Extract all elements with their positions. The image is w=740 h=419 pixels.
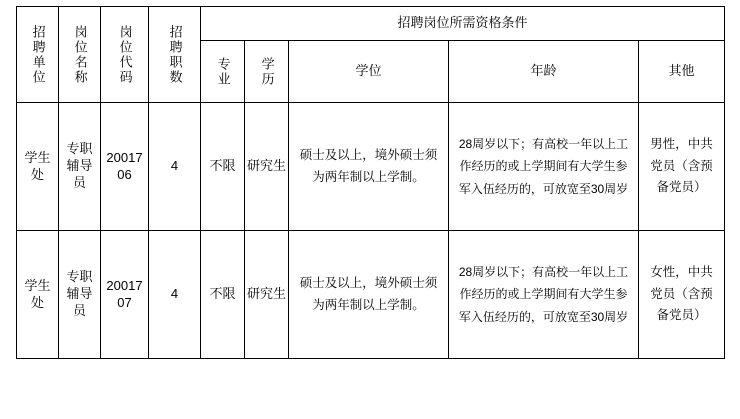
column-header-qualification-group-label: 招聘岗位所需资格条件	[397, 15, 528, 31]
column-header-post	[59, 7, 101, 103]
table-row	[17, 103, 725, 231]
column-header-edu-label: 学历	[259, 56, 275, 87]
cell-major-text: 不限	[209, 158, 236, 174]
column-header-edu	[245, 41, 289, 103]
column-header-post-label: 岗位名称	[72, 24, 88, 85]
cell-degree	[289, 103, 449, 231]
cell-code-text: 2001706	[106, 149, 143, 182]
column-header-unit-label: 招聘单位	[30, 24, 46, 85]
cell-major-text: 不限	[209, 286, 236, 302]
cell-other-text: 男性，中共党员（含预备党员）	[650, 136, 713, 195]
recruitment-table-sheet	[0, 6, 740, 419]
cell-post	[59, 231, 101, 359]
cell-degree	[289, 231, 449, 359]
cell-edu	[245, 231, 289, 359]
column-header-other	[639, 41, 725, 103]
recruitment-table	[16, 6, 725, 359]
cell-degree-text: 硕士及以上，境外硕士须为两年制以上学制。	[299, 275, 438, 312]
cell-code	[101, 231, 149, 359]
cell-post-text: 专职辅导员	[66, 269, 93, 318]
cell-unit	[17, 231, 59, 359]
table-row	[17, 231, 725, 359]
cell-age	[449, 231, 639, 359]
column-header-code-label: 岗位代码	[117, 24, 133, 85]
cell-unit-text: 学生处	[24, 149, 51, 182]
column-header-number	[149, 7, 201, 103]
cell-post	[59, 103, 101, 231]
column-header-age	[449, 41, 639, 103]
cell-code-text: 2001707	[106, 277, 143, 310]
column-header-unit	[17, 7, 59, 103]
cell-other	[639, 231, 725, 359]
cell-other-text: 女性，中共党员（含预备党员）	[650, 264, 713, 323]
cell-number	[149, 103, 201, 231]
column-header-code	[101, 7, 149, 103]
cell-number-text: 4	[170, 158, 179, 174]
cell-number-text: 4	[170, 286, 179, 302]
cell-unit-text: 学生处	[24, 277, 51, 310]
cell-age-text: 28周岁以下；有高校一年以上工作经历的或上学期间有大学生参军入伍经历的，可放宽至30周岁	[458, 137, 629, 196]
cell-post-text: 专职辅导员	[66, 141, 93, 190]
cell-edu-text: 研究生	[247, 286, 287, 302]
column-header-number-label: 招聘职数	[167, 24, 183, 85]
cell-major	[201, 231, 245, 359]
cell-number	[149, 231, 201, 359]
cell-edu-text: 研究生	[247, 158, 287, 174]
column-header-major-label: 专业	[215, 56, 231, 87]
column-header-age-label: 年龄	[530, 63, 557, 79]
cell-code	[101, 103, 149, 231]
cell-age-text: 28周岁以下；有高校一年以上工作经历的或上学期间有大学生参军入伍经历的，可放宽至30周岁	[458, 265, 629, 324]
cell-major	[201, 103, 245, 231]
table-header-row-group	[17, 7, 725, 41]
cell-degree-text: 硕士及以上，境外硕士须为两年制以上学制。	[299, 147, 438, 184]
column-header-degree-label: 学位	[355, 63, 382, 79]
cell-other	[639, 103, 725, 231]
column-header-other-label: 其他	[668, 63, 695, 79]
column-header-major	[201, 41, 245, 103]
cell-unit	[17, 103, 59, 231]
cell-edu	[245, 103, 289, 231]
cell-age	[449, 103, 639, 231]
column-header-qualification-group	[201, 7, 725, 41]
column-header-degree	[289, 41, 449, 103]
